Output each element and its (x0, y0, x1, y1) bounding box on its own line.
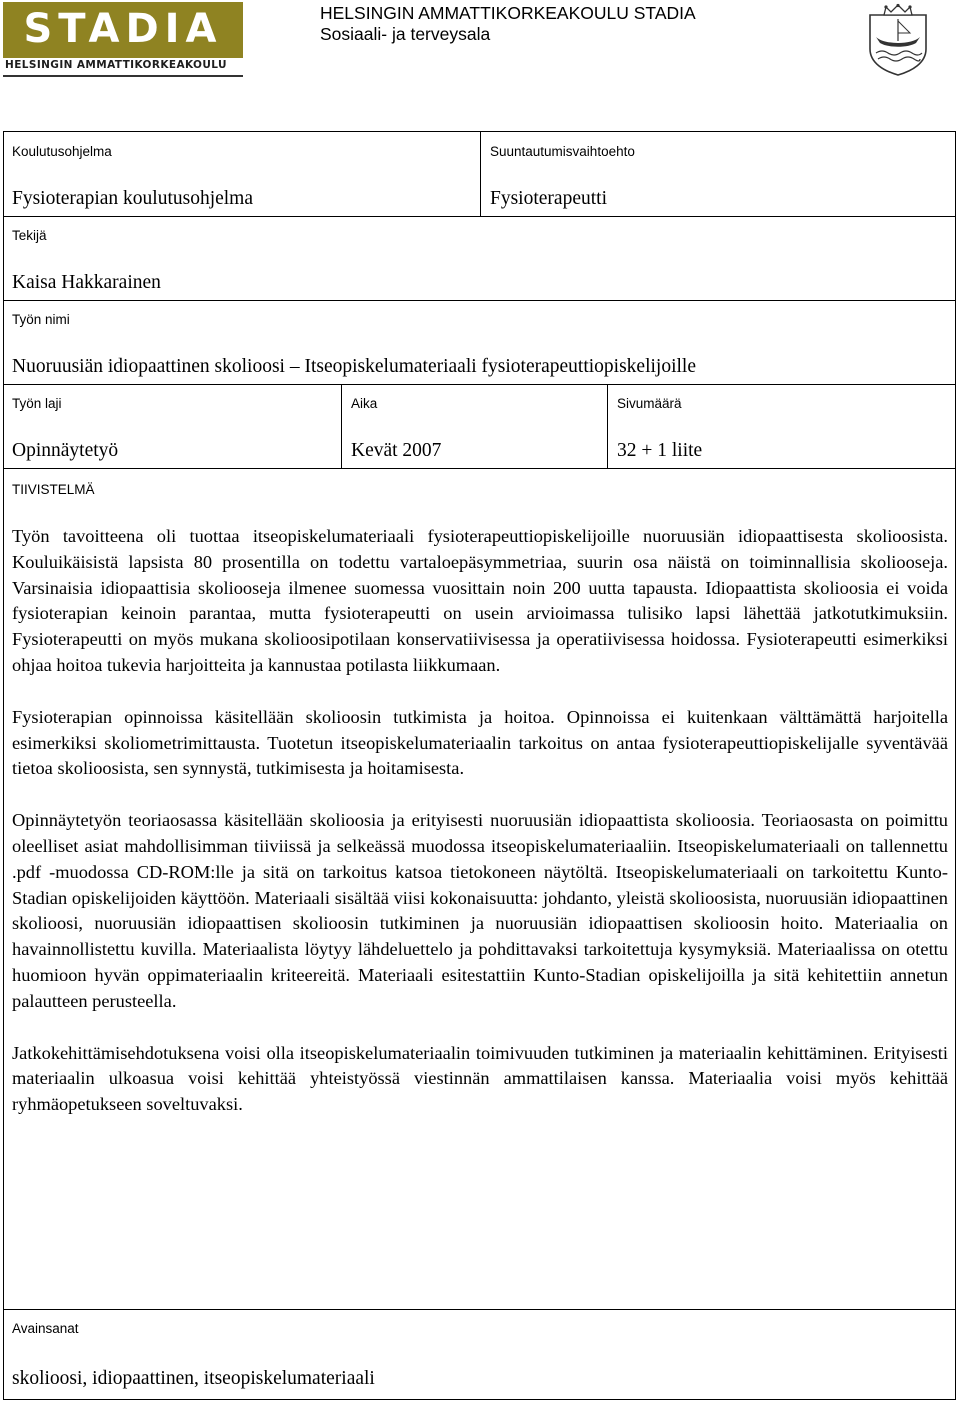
keywords-label: Avainsanat (12, 1321, 79, 1336)
pages-label: Sivumäärä (617, 396, 682, 411)
abstract-paragraph: Opinnäytetyön teoriaosassa käsitellään skolioosia ja erityisesti nuoruusiän idiopaattista skolioosia. Teoriaosasta on poimittu oleelliset asiat mahdollisimman tiiviissä ja selkeässä muodossa itseopiskelumateriaaliin. Itseopiskelumateriaali on tallennettu .pdf -muodossa CD-ROM:lle ja sitä on tarkoitus katsoa tietokoneen näytöltä. Itseopiskelumateriaali on tarkoitettu Kunto-Stadian opiskelijoiden käyttöön. Materiaali sisältää viisi kokonaisuutta: johdanto, yleistä skolioosista, nuoruusiän idiopaattinen skolioosi, nuoruusiän idiopaattisen skolioosin tutkiminen ja nuoruusiän idiopaattisen skolioosin hoito. Materiaalia on havainnollistettu kuvilla. Materiaalista löytyy lähdeluettelo ja pohdittavaksi tarkoitettuja kysymyksiä. Materiaalissa on otettu huomioon hyvän oppimateriaalin kriteereitä. Materiaali esitestattiin Kunto-Stadian opiskelijoilla ja sitä kehitettiin annetun palautteen perusteella. (12, 810, 948, 1011)
institution-name: HELSINGIN AMMATTIKORKEAKOULU STADIA (320, 3, 696, 23)
column-divider (607, 384, 608, 468)
type-label: Työn laji (12, 396, 62, 411)
header-text (320, 3, 696, 45)
row-divider (4, 300, 955, 301)
row-divider (4, 384, 955, 385)
abstract-paragraph: Fysioterapian opinnoissa käsitellään skolioosin tutkimista ja hoitoa. Opinnoissa ei kuitenkaan välttämättä harjoitella esimerkiksi skoliometrimittausta. Tuotetun itseopiskelumateriaalin tarkoitus on antaa fysioterapeuttiopiskelijalle syventävää tietoa skolioosista, sen synnystä, tutkimisesta ja hoitamisesta. (12, 706, 948, 779)
keywords-value: skolioosi, idiopaattinen, itseopiskelumateriaali (12, 1368, 375, 1389)
title-value: Nuoruusiän idiopaattinen skolioosi – Itseopiskelumateriaali fysioterapeuttiopiskelijoille (12, 356, 696, 377)
department-name: Sosiaali- ja terveysala (320, 24, 491, 44)
column-divider (480, 132, 481, 216)
stadia-logo (3, 2, 243, 78)
programme-value: Fysioterapian koulutusohjelma (12, 188, 254, 209)
abstract-label: TIIVISTELMÄ (12, 482, 95, 497)
time-value: Kevät 2007 (351, 440, 442, 461)
row-divider (4, 468, 955, 469)
row-divider (4, 1309, 955, 1310)
title-label: Työn nimi (12, 312, 70, 327)
abstract-paragraph: Jatkokehittämisehdotuksena voisi olla itseopiskelumateriaalin toimivuuden tutkiminen ja materiaalin kehittäminen. Erityisesti materiaalin ulkoasua voisi kehittää yhteistyössä viestinnän ammattilaisen kanssa. Materiaalia voisi myös kehittää ryhmäopetukseen soveltuvaksi. (12, 1042, 948, 1115)
author-value: Kaisa Hakkarainen (12, 272, 161, 293)
helsinki-coat-of-arms-icon (866, 3, 930, 77)
logo-underline (3, 75, 243, 77)
logo-subtitle: HELSINGIN AMMATTIKORKEAKOULU (5, 59, 227, 71)
abstract-form (3, 131, 956, 1400)
logo-block (3, 2, 243, 58)
type-value: Opinnäytetyö (12, 440, 119, 461)
pages-value: 32 + 1 liite (617, 440, 703, 461)
column-divider (341, 384, 342, 468)
abstract-body (12, 524, 948, 1144)
specialization-value: Fysioterapeutti (490, 188, 607, 209)
specialization-label: Suuntautumisvaihtoehto (490, 144, 635, 159)
abstract-paragraph: Työn tavoitteena oli tuottaa itseopiskelumateriaali fysioterapeuttiopiskelijoille nuoruusiän idiopaattisesta skolioosista. Kouluikäisistä lapsista 80 prosentilla on todettu vartaloepäsymmetriaa, suurin osa näistä on toiminnallisia skoliooseja. Varsinaisia idiopaattisia skoliooseja ilmenee suomessa vuosittain noin 200 uutta tapausta. Idiopaattista skolioosia ei voida fysioterapian keinoin parantaa, mutta fysioterapeutti on usein arvioimassa tulisiko lapsi lähettää jatkotutkimuksiin. Fysioterapeutti on myös mukana skolioosipotilaan konservatiivisessa ja operatiivisessa hoidossa. Fysioterapeutti esimerkiksi ohjaa hoitoa tukevia harjoitteita ja kannustaa potilasta liikkumaan. (12, 526, 948, 675)
row-divider (4, 216, 955, 217)
author-label: Tekijä (12, 228, 47, 243)
programme-label: Koulutusohjelma (12, 144, 112, 159)
time-label: Aika (351, 396, 378, 411)
logo-wordmark: STADIA (23, 6, 223, 52)
